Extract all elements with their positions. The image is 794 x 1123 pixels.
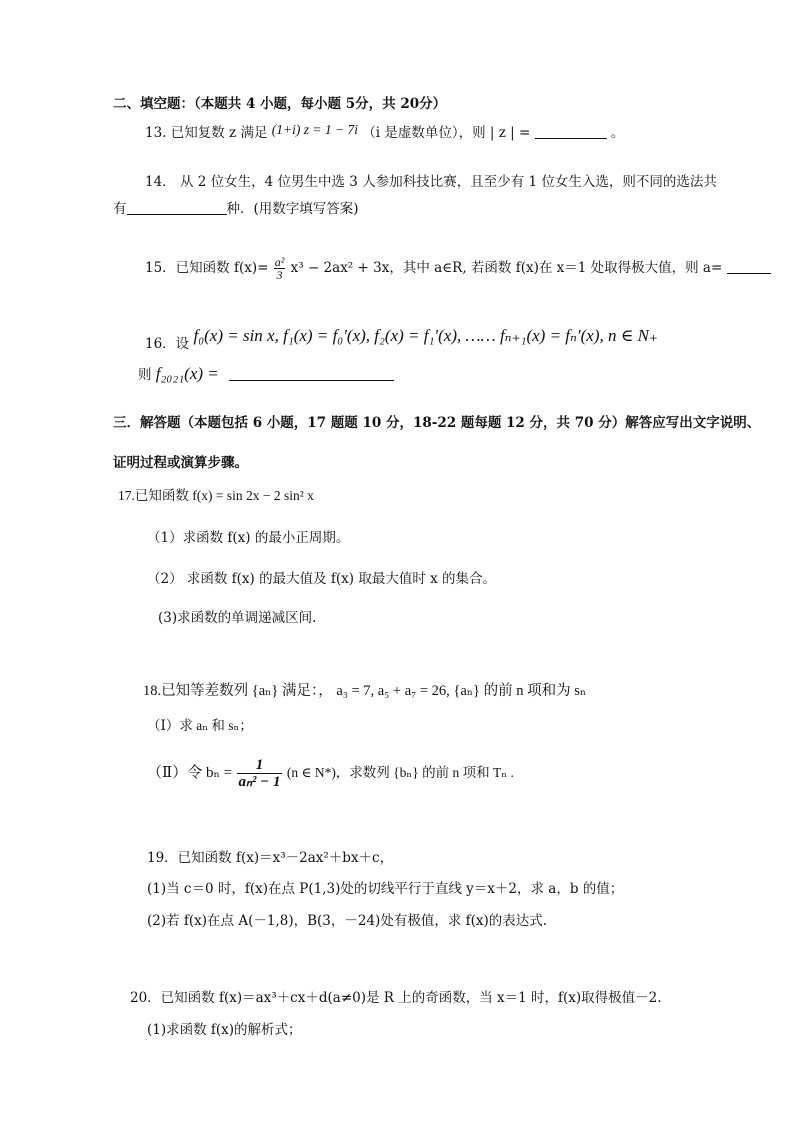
question-19-stem: 19．已知函数 f(x)＝x³－2ax²＋bx＋c，: [147, 850, 394, 866]
q13-answer-blank[interactable]: [535, 124, 607, 139]
question-17-part2: （2） 求函数 f(x) 的最大值及 f(x) 取最大值时 x 的集合。: [147, 571, 497, 587]
question-17-stem: [118, 486, 314, 506]
q13-prefix: 13. 已知复数 z 满足: [145, 125, 268, 141]
q13-suffix: 。: [610, 125, 625, 141]
q15-frac-numerator: a²: [274, 255, 285, 269]
question-16-line2: [138, 364, 394, 385]
q18-part2-suffix: (n ∈ N*)，求数列 {bₙ} 的前 n 项和 Tₙ .: [286, 765, 514, 780]
question-20-part1: (1)求函数 f(x)的解析式；: [147, 1022, 302, 1038]
q18-fraction: [237, 757, 281, 790]
q15-after-fraction: x³ − 2ax² + 3x，其中 a∈R, 若函数 f(x)在 x＝1 处取得极大值，则 a=: [290, 260, 723, 276]
q18-frac-numerator: 1: [237, 757, 281, 774]
q14-line2-suffix: 种．(用数字填写答案): [226, 201, 359, 217]
q14-answer-blank[interactable]: [127, 200, 227, 215]
q14-line2-prefix: 有: [113, 201, 127, 217]
q18-part2-prefix: （Ⅱ）令 bₙ =: [147, 765, 233, 781]
question-13: [145, 120, 624, 143]
q18-frac-denominator: aₙ² − 1: [238, 774, 281, 790]
q15-fraction: [274, 256, 286, 281]
q15-answer-blank[interactable]: [727, 259, 771, 274]
question-18-part2: [147, 755, 514, 791]
section-3-heading-line1: 三．解答题（本题包括 6 小题，17 题题 10 分，18-22 题每题 12 分，共 70 分）解答应写出文字说明、: [113, 415, 761, 431]
q18-stem-text: 18.已知等差数列 {aₙ} 满足：， a₃ = 7, a₅ + a₇ = 26, {aₙ} 的前 n 项和为 sₙ: [143, 683, 587, 699]
q16-line2-formula: f₂₀₂₁(x) =: [155, 364, 219, 383]
question-15: [145, 252, 771, 284]
q15-prefix: 15．已知函数 f(x)=: [145, 260, 269, 276]
q16-label: 16．设: [145, 336, 190, 352]
q13-formula: (1+i) z = 1 − 7i: [271, 122, 358, 137]
question-16-line1: [145, 326, 658, 354]
question-17-part1: （1）求函数 f(x) 的最小正周期。: [147, 530, 350, 546]
q18-part1-text: （Ⅰ）求 aₙ 和 sₙ；: [147, 718, 253, 733]
question-19-part2: (2)若 f(x)在点 A(－1,8)，B(3，－24)处有极值，求 f(x)的表达式.: [147, 913, 548, 929]
question-18-stem: [143, 681, 586, 701]
section-2-heading: 二、填空题：（本题共 4 小题，每小题 5分，共 20分）: [113, 96, 447, 112]
section-3-heading-line2: 证明过程或演算步骤。: [113, 455, 248, 471]
q16-formula: f₀(x) = sin x, f₁(x) = f₀′(x), f₂(x) = f₁′(x), …… fₙ₊₁(x) = fₙ′(x), n ∈ N₊: [193, 326, 658, 345]
q16-answer-blank[interactable]: [229, 366, 394, 381]
q17-stem-text: 17.已知函数 f(x) = sin 2x − 2 sin² x: [118, 488, 314, 503]
question-14-line2: [113, 199, 359, 219]
question-18-part1: [147, 716, 253, 736]
question-17-part3: (3)求函数的单调递减区间.: [158, 610, 317, 626]
question-19-part1: (1)当 c＝0 时，f(x)在点 P(1,3)处的切线平行于直线 y＝x＋2，求 a，b 的值；: [147, 881, 624, 897]
question-14-line1: 14． 从 2 位女生，4 位男生中选 3 人参加科技比赛，且至少有 1 位女生入选，则不同的选法共: [145, 174, 717, 190]
question-20-stem: 20．已知函数 f(x)＝ax³＋cx＋d(a≠0)是 R 上的奇函数，当 x＝1 时，f(x)取得极值－2.: [130, 990, 662, 1006]
q15-frac-denominator: 3: [276, 268, 283, 282]
q16-line2-prefix: 则: [138, 367, 152, 383]
q13-middle: （i 是虚数单位），则 | z | =: [362, 125, 531, 141]
